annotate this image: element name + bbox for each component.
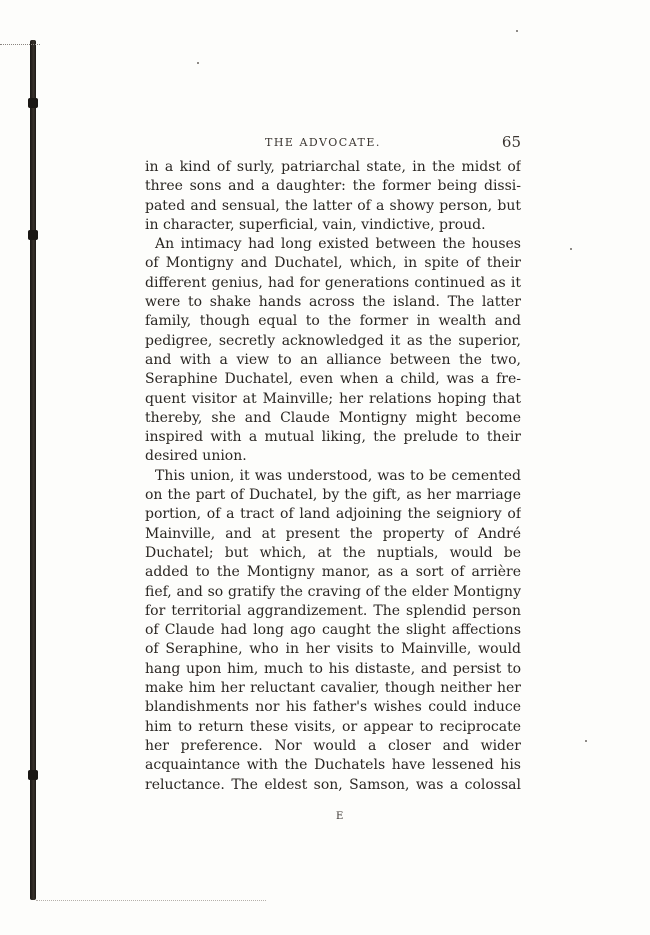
text-line: fief, and so gratify the craving of the elder Montigny — [145, 583, 521, 600]
binding-notch — [28, 770, 38, 780]
speck — [516, 30, 518, 32]
text-line: blandishments nor his father's wishes could induce — [145, 699, 521, 716]
text-line: her preference. Nor would a closer and wider — [145, 737, 521, 754]
edge-rule — [0, 44, 40, 45]
text-line: of Claude had long ago caught the slight affections — [145, 622, 521, 639]
page-number: 65 — [501, 133, 521, 151]
text-line: and with a view to an alliance between the two, — [145, 351, 521, 368]
text-line: family, though equal to the former in wealth and — [145, 313, 521, 330]
page-header — [145, 133, 521, 156]
text-line: desired union. — [145, 448, 247, 465]
body-text — [145, 158, 521, 795]
text-line: This union, it was understood, was to be cemented — [155, 467, 521, 484]
text-line: different genius, had for generations continued as it — [145, 274, 521, 291]
signature-mark: E — [336, 811, 344, 822]
text-line: of Seraphine, who in her visits to Mainville, would — [145, 641, 521, 658]
text-line: on the part of Duchatel, by the gift, as her marriage — [145, 487, 521, 504]
text-line: Duchatel; but which, at the nuptials, would be — [145, 544, 521, 561]
text-line: for territorial aggrandizement. The splendid person — [145, 602, 521, 619]
running-head: THE ADVOCATE. — [265, 136, 381, 149]
text-line: in character, superficial, vain, vindictive, proud. — [145, 216, 486, 233]
text-line: make him her reluctant cavalier, though neither her — [145, 680, 521, 697]
speck — [585, 740, 587, 742]
text-line: pedigree, secretly acknowledged it as the superior, — [145, 332, 521, 349]
text-line: were to shake hands across the island. The latter — [145, 294, 521, 311]
text-line: of Montigny and Duchatel, which, in spite of their — [145, 255, 521, 272]
text-line: pated and sensual, the latter of a showy person, but — [145, 197, 521, 214]
speck — [570, 248, 572, 250]
text-line: An intimacy had long existed between the houses — [155, 236, 521, 253]
binding-notch — [28, 98, 38, 108]
text-line: in a kind of surly, patriarchal state, in the midst of — [145, 159, 521, 175]
text-line: added to the Montigny manor, as a sort of arrière — [145, 564, 521, 581]
text-line: three sons and a daughter: the former being dissi- — [145, 178, 521, 195]
text-line: inspired with a mutual liking, the prelude to their — [145, 429, 521, 446]
edge-rule — [36, 900, 266, 901]
text-line: Seraphine Duchatel, even when a child, was a fre- — [145, 371, 521, 388]
text-line: portion, of a tract of land adjoining the seigniory of — [145, 506, 521, 523]
text-line: hang upon him, much to his distaste, and persist to — [145, 660, 521, 677]
text-line: thereby, she and Claude Montigny might become — [145, 409, 521, 426]
text-line: quent visitor at Mainville; her relations hoping that — [145, 390, 521, 407]
text-line: acquaintance with the Duchatels have lessened his — [145, 757, 521, 774]
text-line: reluctance. The eldest son, Samson, was a colossal — [145, 776, 521, 793]
text-line: Mainville, and at present the property of André — [145, 525, 521, 542]
speck — [197, 62, 199, 64]
binding-notch — [28, 230, 38, 240]
text-line: him to return these visits, or appear to reciprocate — [145, 718, 521, 735]
